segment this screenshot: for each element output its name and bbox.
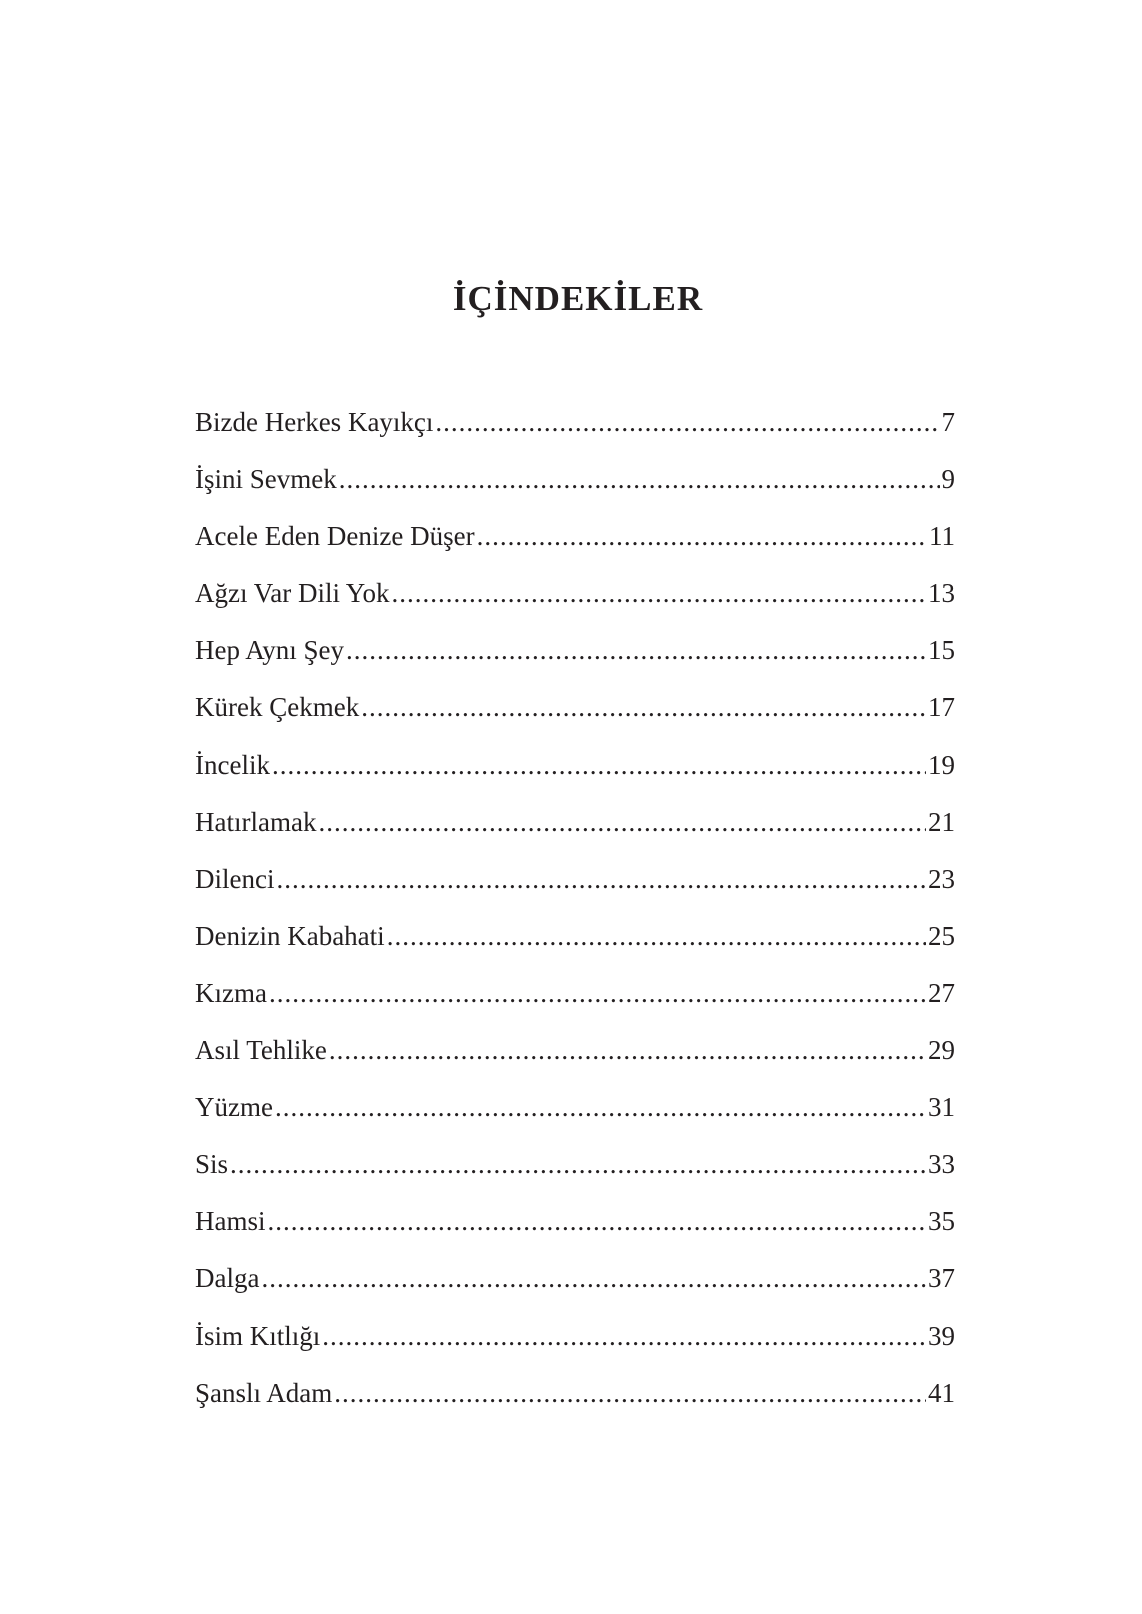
toc-entry-title: Acele Eden Denize Düşer (195, 521, 475, 552)
toc-entry-title: Sis (195, 1149, 229, 1180)
toc-entry (195, 1032, 955, 1089)
toc-entry-title: Dalga (195, 1263, 260, 1294)
toc-entry-title: Hep Aynı Şey (195, 635, 345, 666)
toc-entry-page-number: 21 (928, 806, 955, 837)
toc-entry-title: Hamsi (195, 1206, 266, 1237)
toc-entry-title: Kızma (195, 977, 267, 1008)
dot-leader (477, 518, 927, 554)
toc-entry (195, 1318, 955, 1375)
toc-entry-page-number: 9 (941, 464, 955, 495)
toc-entry (195, 861, 955, 918)
dot-leader (346, 632, 926, 668)
toc-entry-title: Denizin Kabahati (195, 920, 385, 951)
toc-entry-page-number: 19 (928, 749, 955, 780)
dot-leader (334, 1375, 926, 1411)
toc-entry (195, 975, 955, 1032)
toc-entry-title: Bizde Herkes Kayıkçı (195, 407, 434, 437)
toc-entry-page-number: 33 (928, 1149, 955, 1180)
toc-entry-page-number: 31 (928, 1092, 955, 1123)
dot-leader (392, 575, 926, 611)
toc-entry-page-number: 17 (928, 692, 955, 723)
toc-entry-page-number: 27 (928, 977, 955, 1008)
dot-leader (261, 1260, 926, 1296)
dot-leader (322, 1318, 926, 1354)
toc-entry-title: İşini Sevmek (195, 464, 337, 495)
dot-leader (275, 1089, 926, 1125)
toc-entry-title: İncelik (195, 749, 270, 780)
toc-entry-title: Asıl Tehlike (195, 1035, 327, 1066)
toc-entry-title: İsim Kıtlığı (195, 1320, 321, 1351)
toc-entry (195, 518, 955, 575)
toc-entry-page-number: 39 (928, 1320, 955, 1351)
toc-entry (195, 1203, 955, 1260)
toc-entry-page-number: 13 (928, 578, 955, 609)
toc-entry-page-number: 11 (929, 521, 955, 552)
toc-entry (195, 747, 955, 804)
dot-leader (268, 1203, 927, 1239)
toc-entry (195, 804, 955, 861)
toc-entry (195, 575, 955, 632)
dot-leader (361, 689, 926, 725)
toc-entry (195, 1260, 955, 1317)
dot-leader (276, 861, 926, 897)
toc-entry-page-number: 37 (928, 1263, 955, 1294)
toc-entry (195, 689, 955, 746)
toc-entry (195, 461, 955, 518)
toc-entry-title: Hatırlamak (195, 806, 317, 837)
toc-entry-title: Şanslı Adam (195, 1377, 333, 1408)
dot-leader (272, 747, 926, 783)
toc-entry-page-number: 35 (928, 1206, 955, 1237)
toc-entry (195, 1146, 955, 1203)
toc-entry-title: Ağzı Var Dili Yok (195, 578, 390, 609)
toc-entry (195, 1375, 955, 1432)
page-title: İÇİNDEKİLER (452, 279, 704, 318)
toc-entry (195, 1089, 955, 1146)
toc-entry-page-number: 29 (928, 1035, 955, 1066)
dot-leader (230, 1146, 926, 1182)
toc-entry-page-number: 41 (928, 1377, 955, 1408)
toc-entry-title: Kürek Çekmek (195, 692, 360, 723)
dot-leader (329, 1032, 926, 1068)
toc-entry (195, 918, 955, 975)
toc-entry (195, 632, 955, 689)
toc-entry-page-number: 7 (941, 407, 955, 437)
toc-entry-title: Yüzme (195, 1092, 273, 1123)
dot-leader (318, 804, 926, 840)
dot-leader (387, 918, 926, 954)
toc-entry-page-number: 15 (928, 635, 955, 666)
toc-entry-title: Dilenci (195, 863, 275, 894)
table-of-contents (195, 404, 955, 1432)
dot-leader (435, 404, 939, 440)
dot-leader (339, 461, 940, 497)
toc-entry (195, 404, 955, 461)
dot-leader (269, 975, 926, 1011)
toc-entry-page-number: 25 (928, 920, 955, 951)
toc-entry-page-number: 23 (928, 863, 955, 894)
